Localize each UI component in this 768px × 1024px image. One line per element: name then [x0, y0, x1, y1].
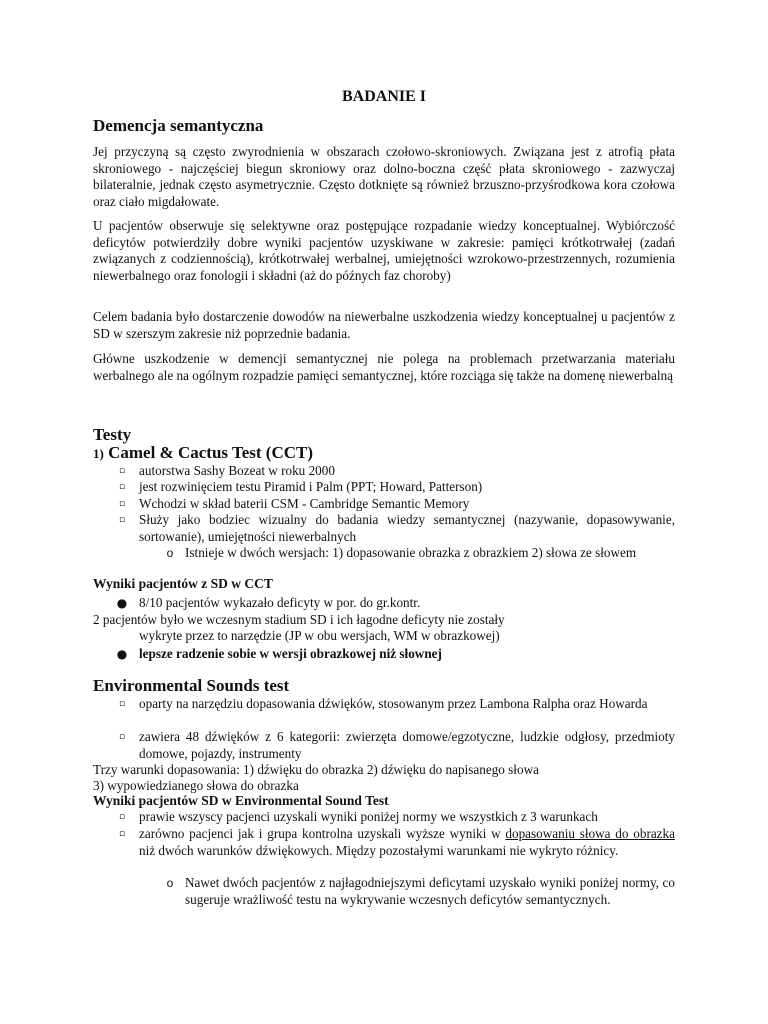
square-bullet-icon: ▫ — [118, 482, 126, 492]
list-item: ▫ jest rozwinięciem testu Piramid i Palm (PPT; Howard, Patterson) — [139, 479, 675, 496]
cct-title: Camel & Cactus Test (CCT) — [108, 443, 314, 462]
round-bullet-icon: ● — [116, 647, 128, 661]
cct-heading — [93, 443, 313, 463]
list-item: ▫ zarówno pacjenci jak i grupa kontrolna uzyskali wyższe wyniki w dopasowaniu słowa do obrazka niż dwóch warunków dźwiękowych. Między pozostałymi warunkami nie wykryto różnicy. — [139, 826, 675, 859]
section-heading-demencja: Demencja semantyczna — [93, 116, 264, 135]
paragraph-4: Główne uszkodzenie w demencji semantycznej nie polega na problemach przetwarzania materiału werbalnego ale na ogólnym rozpadzie pamięci semantycznej, które rozciąga się także na domenę niewerbalną — [93, 351, 675, 383]
list-item: ▫ Wchodzi w skład baterii CSM - Cambridge Semantic Memory — [139, 496, 675, 513]
section-heading-testy: Testy — [93, 425, 132, 444]
cct-result-line-2: wykryte przez to narzędzie (JP w obu wersjach, WM w obrazkowej) — [139, 628, 500, 643]
page-title: BADANIE I — [341, 88, 426, 105]
square-bullet-icon: ▫ — [118, 515, 126, 525]
list-item: ▫ autorstwa Sashy Bozeat w roku 2000 — [139, 463, 675, 480]
list-subitem: o Istnieje w dwóch wersjach: 1) dopasowanie obrazka z obrazkiem 2) słowa ze słowem — [185, 545, 675, 562]
circle-bullet-icon: o — [166, 546, 174, 560]
list-subitem: o Nawet dwóch pacjentów z najłagodniejszymi deficytami uzyskało wyniki poniżej normy, co sugeruje wrażliwość testu na wykrywanie wczesnych deficytów semantycznych. — [185, 875, 675, 908]
list-item: ● 8/10 pacjentów wykazało deficyty w por. do gr.kontr. — [116, 595, 421, 610]
square-bullet-icon: ▫ — [118, 466, 126, 476]
paragraph-1: Jej przyczyną są często zwyrodnienia w obszarach czołowo-skroniowych. Związana jest z atrofią płata skroniowego - najczęściej biegun skroniowy oraz dolno-boczna część płata skroniowego - zazwyczaj bilateralnie, jednak często asymetrycznie. Często dotknięte są również brzuszno-przyśrodkowa kora czołowa oraz ciało migdałowate. — [93, 144, 675, 209]
env-conditions-line-2: 3) wypowiedzianego słowa do obrazka — [93, 778, 299, 793]
list-item: ▫ Służy jako bodziec wizualny do badania wiedzy semantycznej (nazywanie, dopasowywanie, sortowanie), umiejętności niewerbalnych — [139, 512, 675, 545]
env-conditions-line-1: Trzy warunki dopasowania: 1) dźwięku do obrazka 2) dźwięku do napisanego słowa — [93, 762, 539, 777]
env-heading: Environmental Sounds test — [93, 676, 290, 695]
list-item: ▫ zawiera 48 dźwięków z 6 kategorii: zwierzęta domowe/egzotyczne, ludzkie odgłosy, przedmioty domowe, pojazdy, instrumenty — [139, 729, 675, 762]
round-bullet-icon: ● — [116, 596, 128, 610]
env-results-heading: Wyniki pacjentów SD w Environmental Sound Test — [93, 793, 389, 808]
list-item: ▫ oparty na narzędziu dopasowania dźwięków, stosowanym przez Lambona Ralpha oraz Howarda — [139, 696, 675, 713]
cct-result-line-1: 2 pacjentów było we wczesnym stadium SD i ich łagodne deficyty nie zostały — [93, 612, 505, 627]
paragraph-3: Celem badania było dostarczenie dowodów na niewerbalne uszkodzenia wiedzy konceptualnej u pacjentów z SD w szerszym zakresie niż poprzednie badania. — [93, 309, 675, 341]
square-bullet-icon: ▫ — [118, 732, 126, 742]
underlined-phrase: dopasowaniu słowa do obrazka — [505, 826, 675, 841]
list-item: ● lepsze radzenie sobie w wersji obrazkowej niż słownej — [116, 646, 442, 661]
square-bullet-icon: ▫ — [118, 812, 126, 822]
circle-bullet-icon: o — [166, 876, 174, 890]
cct-results-heading: Wyniki pacjentów z SD w CCT — [93, 576, 273, 591]
cct-number: 1) — [93, 446, 104, 461]
list-item: ▫ prawie wszyscy pacjenci uzyskali wyniki poniżej normy we wszystkich z 3 warunkach — [139, 809, 675, 826]
paragraph-2: U pacjentów obserwuje się selektywne oraz postępujące rozpadanie wiedzy konceptualnej. Wybiórczość deficytów potwierdziły dobre wyniki pacjentów uzyskiwane w zakresie: pamięci krótkotrwałej (zadań związanych z codziennością), krótkotrwałej werbalnej, umiejętności wzrokowo-przestrzennych, rozumienia niewerbalnego oraz fonologii i składni (aż do późnych faz choroby) — [93, 218, 675, 283]
square-bullet-icon: ▫ — [118, 499, 126, 509]
square-bullet-icon: ▫ — [118, 699, 126, 709]
square-bullet-icon: ▫ — [118, 829, 126, 839]
